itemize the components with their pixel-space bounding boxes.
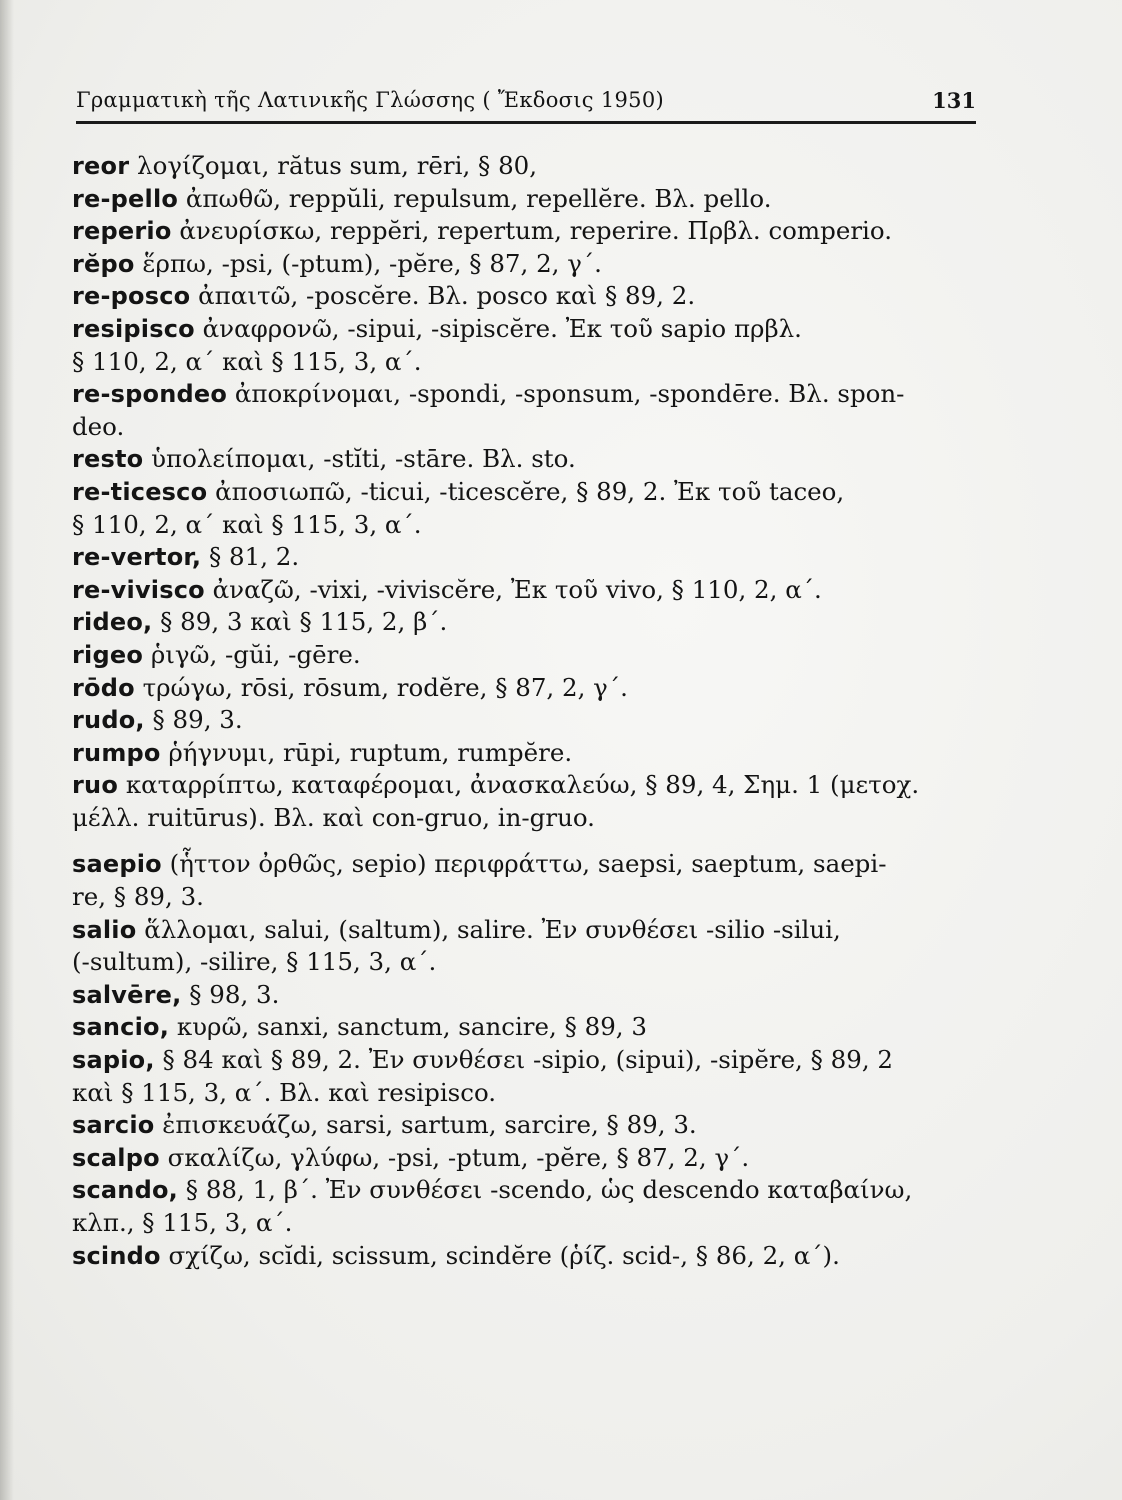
page-number: 131	[932, 88, 976, 113]
entry-text: κυρῶ, sanxi, sanctum, sancire, § 89, 3	[176, 1012, 647, 1042]
entry-ruo	[66, 769, 978, 834]
entry-scalpo	[66, 1142, 978, 1175]
entry-lemma: re-spondeo	[72, 380, 228, 409]
entry-lemma: rudo,	[72, 706, 145, 735]
entry-lemma: rĕpo	[72, 249, 135, 278]
entry-lemma: re-ticesco	[72, 477, 208, 506]
entry-rudo	[66, 704, 978, 737]
entry-lemma: resipisco	[72, 314, 195, 343]
header-title: Γραμματικὴ τῆς Λατινικῆς Γλώσσης ( Ἔκδοσις 1950)	[76, 88, 664, 112]
entry-lemma: resto	[72, 445, 144, 474]
entry-resto	[66, 443, 978, 476]
entry-scando	[66, 1174, 978, 1239]
entry-reor	[66, 150, 978, 183]
entry-lemma: rideo,	[72, 608, 153, 637]
entry-re-vivisco	[66, 574, 978, 607]
entry-re-spondeo	[66, 378, 978, 443]
entry-salvere	[66, 979, 978, 1012]
page-gutter-shadow	[0, 0, 14, 1500]
entry-re-posco	[66, 280, 978, 313]
entry-lemma: re-pello	[72, 184, 179, 213]
entry-text: λογίζομαι, rătus sum, rēri, § 80,	[137, 151, 538, 180]
entry-sancio	[66, 1011, 978, 1044]
entry-lemma: scando,	[72, 1176, 178, 1205]
entry-lemma: salvēre,	[72, 980, 182, 1009]
entry-text: ῥιγῶ, -gŭi, -gēre.	[150, 639, 361, 669]
entry-text: § 89, 3.	[152, 705, 243, 735]
entry-lemma: salio	[72, 915, 137, 944]
entry-text: σχίζω, scĭdi, scissum, scindĕre (ῥίζ. scid-, § 86, 2, α΄).	[168, 1240, 840, 1270]
entry-rumpo	[66, 737, 978, 770]
entry-text: σκαλίζω, γλύφω, -psi, -ptum, -pĕre, § 87, 2, γ΄.	[167, 1142, 750, 1172]
entry-lemma: saepio	[72, 850, 162, 879]
entry-rodo	[66, 672, 978, 705]
entry-lemma: rigeo	[72, 640, 144, 669]
entry-text: ὑπολείπομαι, -stĭti, -stāre. Βλ. sto.	[151, 444, 576, 474]
entry-resipisco	[66, 313, 978, 378]
entry-text: ἀπωθῶ, reppŭli, repulsum, repellĕre. Βλ. pello.	[185, 183, 772, 213]
entry-lemma: sancio,	[72, 1013, 170, 1042]
entry-reperio	[66, 215, 978, 248]
entry-text: § 89, 3 καὶ § 115, 2, β΄.	[160, 607, 448, 637]
entry-lemma: scalpo	[72, 1143, 160, 1172]
entry-text-continued: καὶ § 115, 3, α΄. Βλ. καὶ resipisco.	[72, 1077, 497, 1107]
entry-text: ἕρπω, -psi, (-ptum), -pĕre, § 87, 2, γ΄.	[142, 248, 602, 278]
entry-text: § 88, 1, β΄. Ἐν συνθέσει -scendo, ὡς descendo καταβαίνω,	[185, 1175, 913, 1205]
entry-sapio	[66, 1044, 978, 1109]
entry-re-vertor	[66, 541, 978, 574]
header-rule	[76, 121, 976, 124]
entry-text: καταρρίπτω, καταφέρομαι, ἀνασκαλεύω, § 89, 4, Σημ. 1 (μετοχ.	[125, 770, 920, 800]
entry-text-continued: κλπ., § 115, 3, α΄.	[72, 1208, 293, 1237]
entry-saepio	[66, 848, 978, 913]
running-header	[76, 84, 976, 120]
entry-text: ἀνευρίσκω, reppĕri, repertum, reperire. Πρβλ. comperio.	[179, 216, 892, 246]
entry-rigeo	[66, 639, 978, 672]
entry-text: ἀποσιωπῶ, -ticui, -ticescĕre, § 89, 2. Ἐκ τοῦ taceo,	[215, 476, 845, 506]
entry-text: (ἧττον ὀρθῶς, sepio) περιφράττω, saepsi, saeptum, saepi-	[169, 849, 887, 879]
entry-re-ticesco	[66, 476, 978, 541]
entry-text-continued: deo.	[72, 411, 125, 441]
entry-text-continued: (-sultum), -silire, § 115, 3, α΄.	[72, 947, 437, 977]
entry-text: ῥήγνυμι, rūpi, ruptum, rumpĕre.	[168, 737, 573, 767]
entry-lemma: reperio	[72, 217, 172, 246]
entry-re-pello	[66, 183, 978, 216]
entry-lemma: sapio,	[72, 1046, 155, 1075]
entry-text: § 98, 3.	[189, 979, 280, 1009]
entry-text: ἀπαιτῶ, -poscĕre. Βλ. posco καὶ § 89, 2.	[198, 281, 696, 311]
entry-text-continued: § 110, 2, α΄ καὶ § 115, 3, α΄.	[72, 346, 422, 376]
entry-text: ἅλλομαι, salui, (saltum), salire. Ἐν συνθέσει -silio -silui,	[144, 914, 841, 944]
entry-lemma: sarcio	[72, 1111, 155, 1140]
entry-sarcio	[66, 1109, 978, 1142]
entry-lemma: re-posco	[72, 282, 191, 311]
entry-lemma: scindo	[72, 1241, 161, 1270]
entry-text-continued: re, § 89, 3.	[72, 882, 204, 912]
entry-text-continued: μέλλ. ruitūrus). Βλ. καὶ con-gruo, in-gruo.	[72, 802, 595, 832]
entry-text: ἀποκρίνομαι, -spondi, -sponsum, -spondēre. Βλ. spon-	[234, 379, 905, 409]
entry-repo	[66, 248, 978, 281]
entry-lemma: reor	[72, 152, 130, 180]
dictionary-entries	[66, 150, 978, 1272]
entry-lemma: re-vertor,	[72, 543, 202, 572]
entry-lemma: ruo	[72, 771, 119, 800]
entry-text: § 81, 2.	[209, 542, 300, 572]
section-gap	[66, 834, 978, 848]
entry-text: ἀναζῶ, -vixi, -viviscĕre, Ἐκ τοῦ vivo, § 110, 2, α΄.	[212, 574, 822, 604]
entry-text: τρώγω, rōsi, rōsum, rodĕre, § 87, 2, γ΄.	[142, 672, 628, 702]
entry-lemma: re-vivisco	[72, 575, 205, 604]
entry-text: ἀναφρονῶ, -sipui, -sipiscĕre. Ἐκ τοῦ sapio πρβλ.	[202, 313, 802, 343]
entry-rideo	[66, 606, 978, 639]
entry-text: ἐπισκευάζω, sarsi, sartum, sarcire, § 89, 3.	[162, 1110, 697, 1140]
entry-salio	[66, 914, 978, 979]
entry-lemma: rōdo	[72, 673, 135, 702]
entry-scindo	[66, 1240, 978, 1273]
entry-text: § 84 καὶ § 89, 2. Ἐν συνθέσει -sipio, (sipui), -sipĕre, § 89, 2	[162, 1045, 894, 1075]
entry-lemma: rumpo	[72, 738, 161, 767]
entry-text-continued: § 110, 2, α΄ καὶ § 115, 3, α΄.	[72, 509, 422, 539]
